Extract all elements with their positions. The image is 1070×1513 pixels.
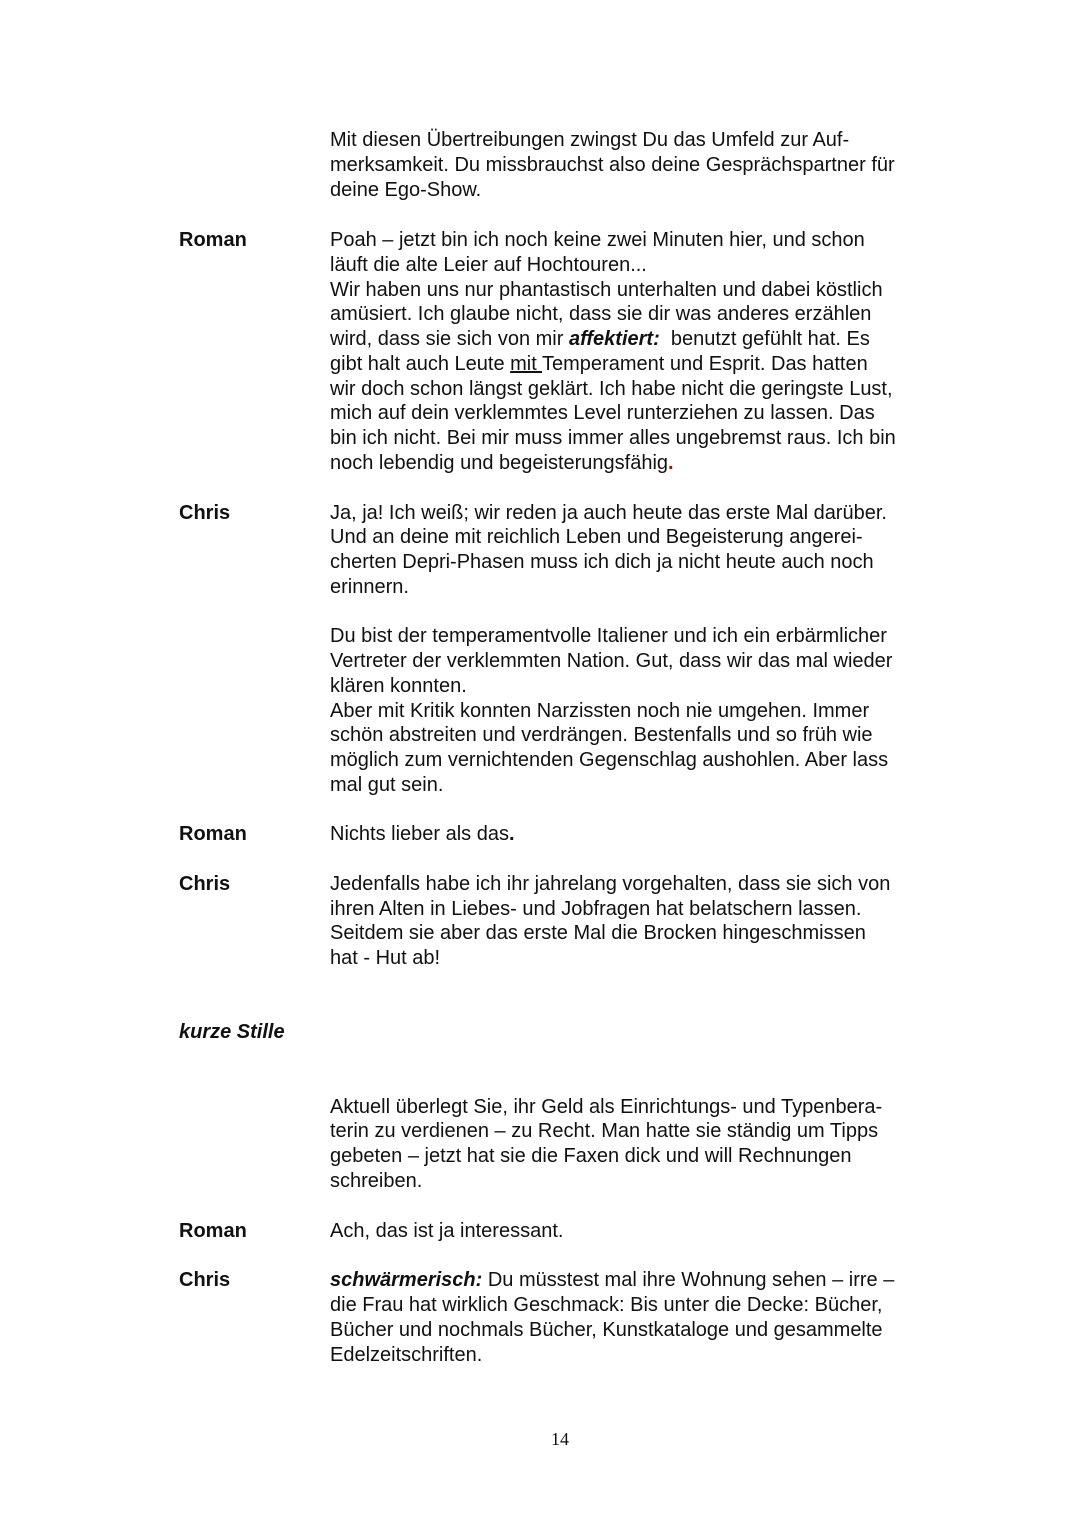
dialogue-line: gebeten – jetzt hat sie die Faxen dick und will Rechnungen [330,1145,852,1167]
dialogue-line: Ja, ja! Ich weiß; wir reden ja auch heute das erste Mal darüber. [330,502,887,524]
dialogue-line: mal gut sein. [330,774,444,796]
dialogue-line: Bücher und nochmals Bücher, Kunstkataloge und gesammelte [330,1319,883,1341]
speaker-name: Chris [179,873,231,895]
dialogue-line: wir doch schon längst geklärt. Ich habe nicht die geringste Lust, [330,378,893,400]
dialogue-line [330,352,868,377]
dialogue-line: möglich zum vernichtenden Gegenschlag aushohlen. Aber lass [330,749,889,771]
dialogue-line: amüsiert. Ich glaube nicht, dass sie dir was anderes erzählen [330,303,872,325]
dialogue-line: Wir haben uns nur phantastisch unterhalten und dabei köstlich [330,279,883,301]
dialogue-text: benutzt gefühlt hat. Es [659,328,870,350]
stage-direction: kurze Stille [179,1021,285,1043]
dialogue-line: Jedenfalls habe ich ihr jahrelang vorgehalten, dass sie sich von [330,873,891,895]
dialogue-line: Aber mit Kritik konnten Narzissten noch nie umgehen. Immer [330,700,870,722]
speaker-name: Chris [179,1269,231,1291]
dialogue-line: hat - Hut ab! [330,947,441,969]
dialogue-line: deine Ego-Show. [330,179,482,201]
dialogue-line: Ach, das ist ja interessant. [330,1220,564,1242]
stage-direction-inline: affektiert: [568,328,660,350]
dialogue-line: klären konnten. [330,675,467,697]
dialogue-line [330,451,674,476]
dialogue-line: cherten Depri-Phasen muss ich dich ja nicht heute auch noch [330,551,874,573]
speaker-name: Roman [179,1220,247,1242]
dialogue-line: terin zu verdienen – zu Recht. Man hatte sie ständig um Tipps [330,1120,879,1142]
dialogue-line: ihren Alten in Liebes- und Jobfragen hat belatschern lassen. [330,898,862,920]
dialogue-line: schreiben. [330,1170,423,1192]
dialogue-text: noch lebendig und begeisterungsfähig [330,452,669,474]
dialogue-text: Du müsstest mal ihre Wohnung sehen – irre – [482,1269,895,1291]
dialogue-line: Du bist der temperamentvolle Italiener und ich ein erbärmlicher [330,625,887,647]
dialogue-line: Vertreter der verklemmten Nation. Gut, dass wir das mal wieder [330,650,893,672]
dialogue-text: Temperament und Esprit. Das hatten [542,353,868,375]
dialogue-line: Edelzeitschriften. [330,1344,483,1366]
dialogue-line: Und an deine mit reichlich Leben und Begeisterung angerei- [330,526,863,548]
speaker-name: Roman [179,229,247,251]
dialogue-line: erinnern. [330,576,409,598]
underlined-word: mit [510,353,542,375]
dialogue-line: merksamkeit. Du missbrauchst also deine Gesprächspartner für [330,154,895,176]
speaker-name: Chris [179,502,231,524]
dialogue-line: läuft die alte Leier auf Hochtouren... [330,254,647,276]
dialogue-text: gibt halt auch Leute [330,353,511,375]
dialogue-line [330,1268,894,1293]
dialogue-line: mich auf dein verklemmtes Level runterziehen zu lassen. Das [330,402,875,424]
dialogue-line: schön abstreiten und verdrängen. Bestenfalls und so früh wie [330,724,873,746]
dialogue-line: Mit diesen Übertreibungen zwingst Du das Umfeld zur Auf- [330,129,850,151]
dialogue-line: Poah – jetzt bin ich noch keine zwei Minuten hier, und schon [330,229,865,251]
dialogue-text: Nichts lieber als das [330,823,509,845]
stage-direction-inline: schwärmerisch: [330,1269,483,1291]
page-number: 14 [551,1429,569,1449]
dialogue-line [330,327,870,352]
bold-period: . [508,823,515,845]
dialogue-line [330,822,515,847]
dialogue-line: Seitdem sie aber das erste Mal die Brocken hingeschmissen [330,922,866,944]
dialogue-line: die Frau hat wirklich Geschmack: Bis unter die Decke: Bücher, [330,1294,883,1316]
dialogue-line: Aktuell überlegt Sie, ihr Geld als Einrichtungs- und Typenbera- [330,1096,883,1118]
dialogue-line: bin ich nicht. Bei mir muss immer alles ungebremst raus. Ich bin [330,427,896,449]
dialogue-text: wird, dass sie sich von mir [330,328,569,350]
red-period: . [668,452,674,474]
speaker-name: Roman [179,823,247,845]
